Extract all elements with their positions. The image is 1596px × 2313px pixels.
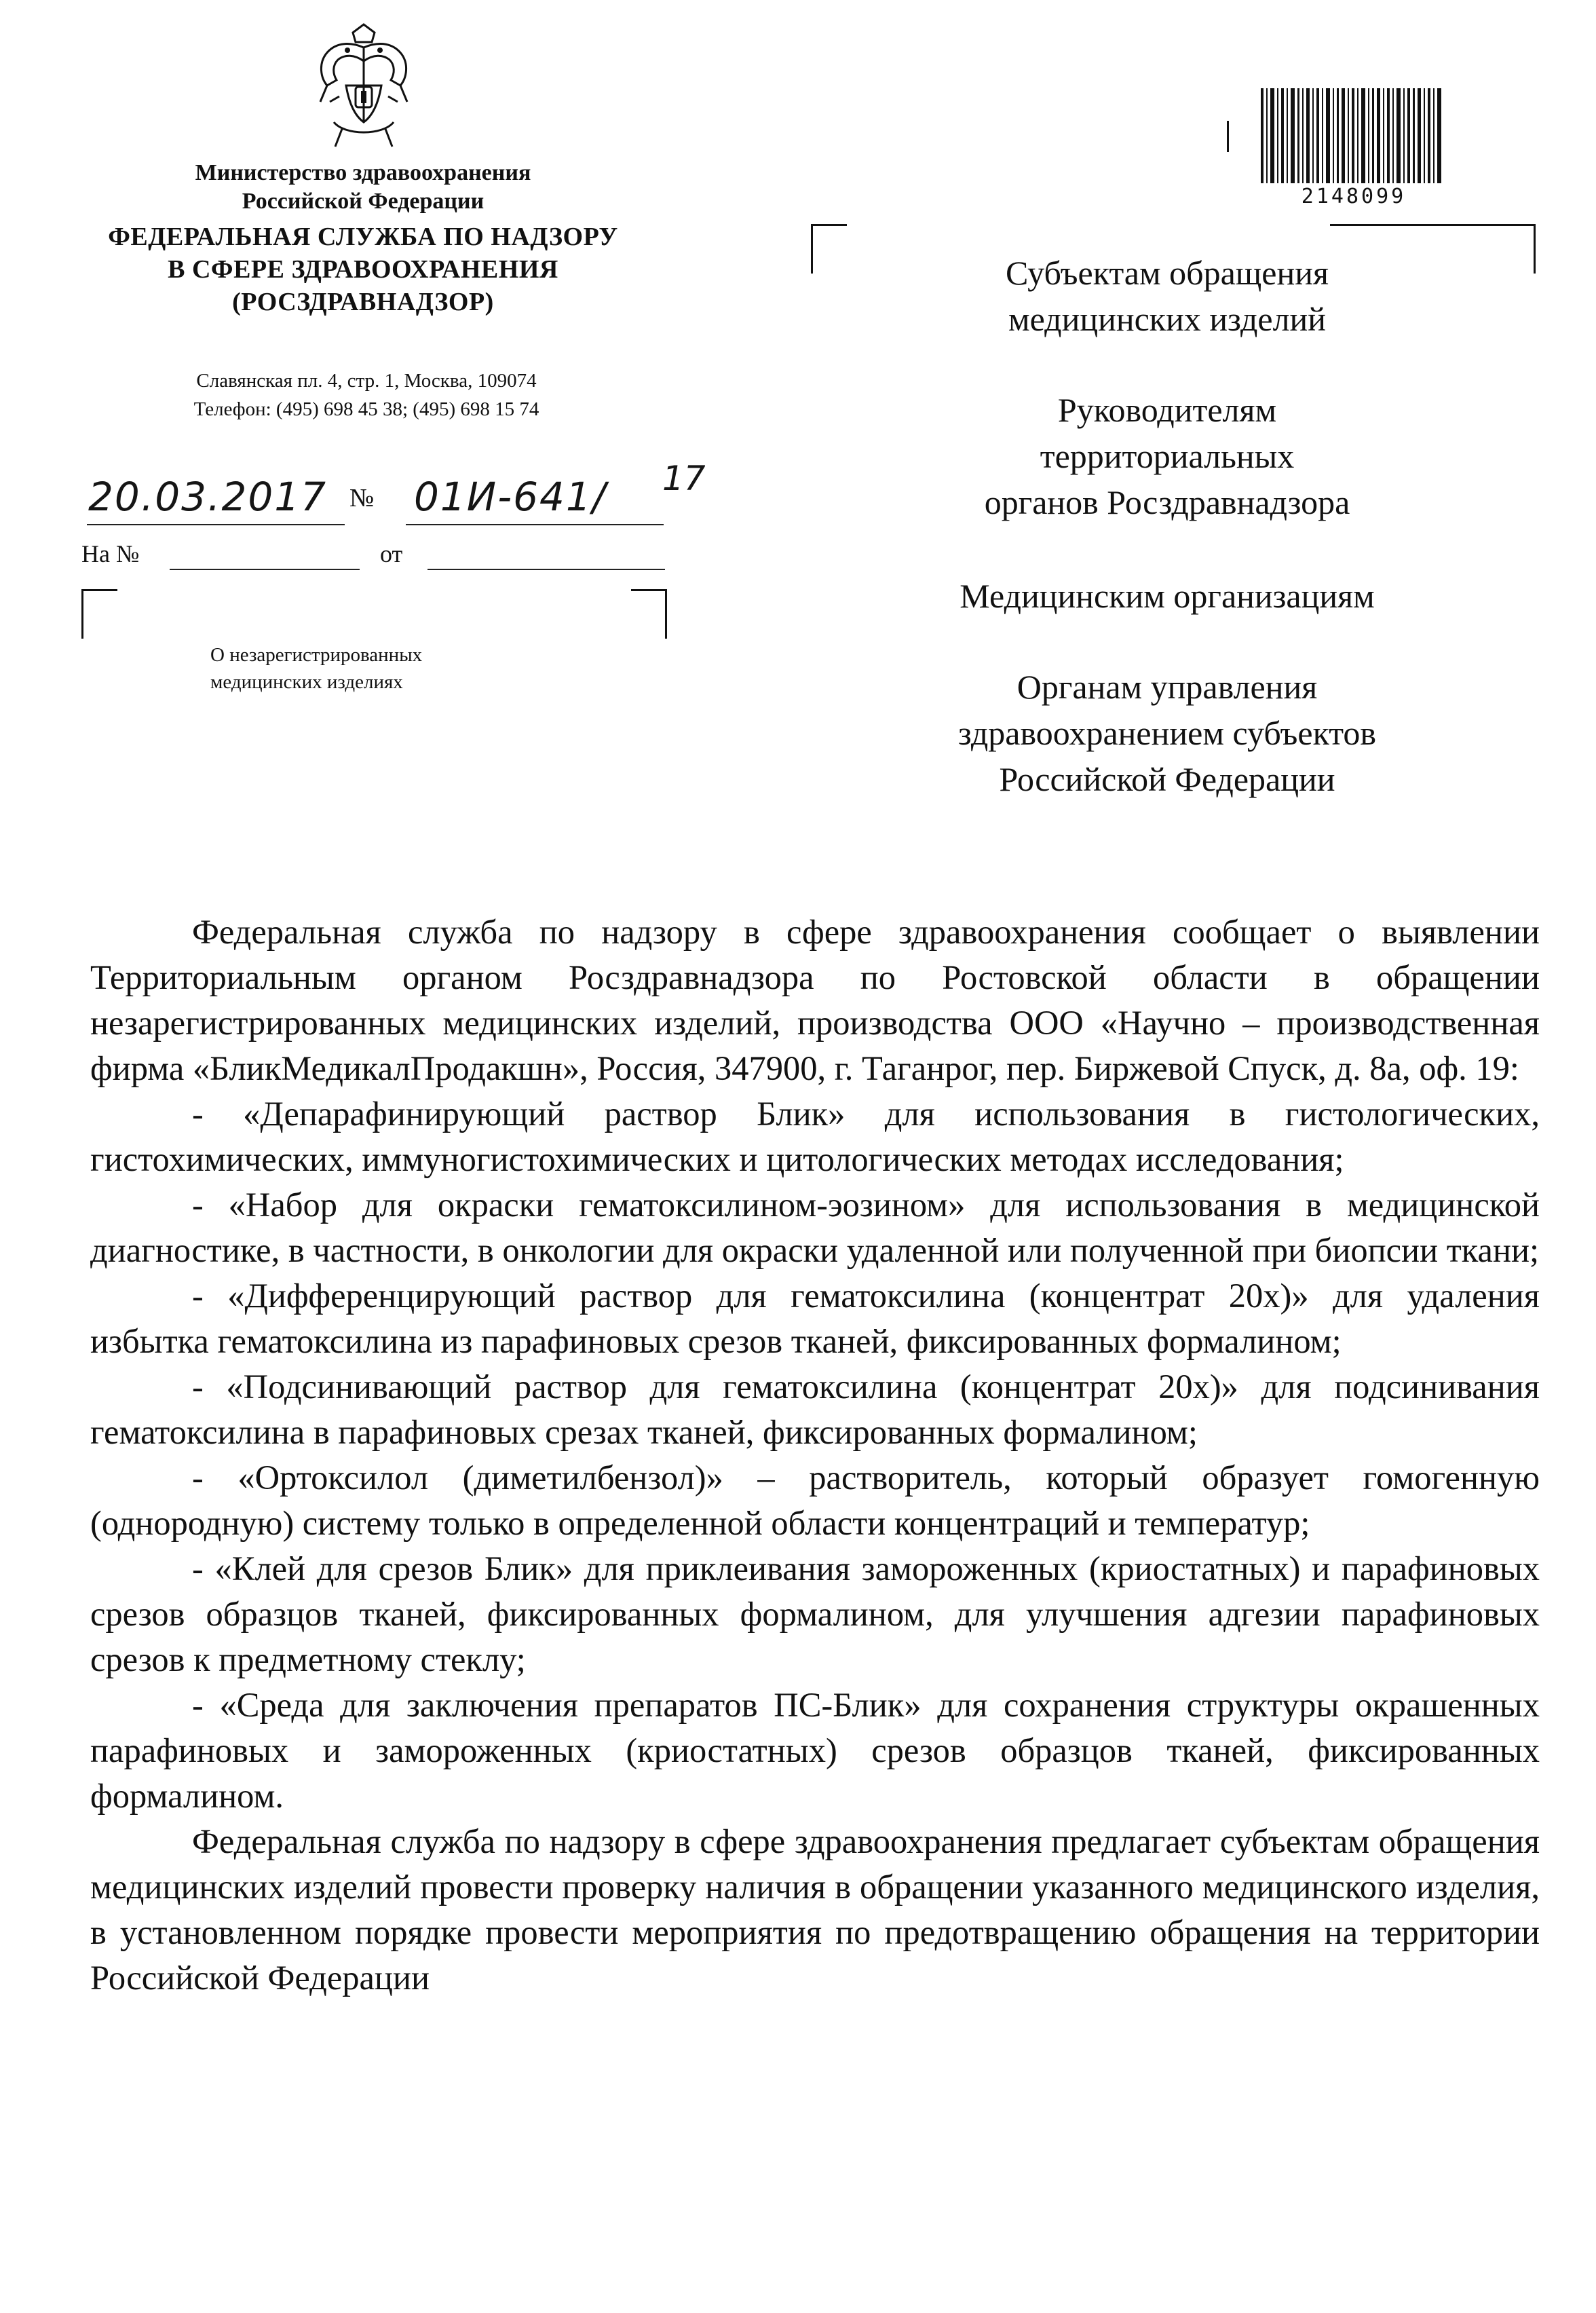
coat-of-arms-emblem-icon bbox=[307, 20, 421, 153]
list-item: - «Ортоксилол (диметилбензол)» – растворитель, который образует гомогенную (однородную) систему только в определенной области концентраций и температур; bbox=[90, 1459, 1540, 1542]
addressee-2-line-2: территориальных bbox=[1040, 437, 1295, 475]
ministry-line-2: Российской Федерации bbox=[242, 189, 484, 214]
list-item: - «Среда для заключения препаратов ПС-Блик» для сохранения структуры окрашенных парафиновых и замороженных (криостатных) срезов образцов тканей, фиксированных формалином. bbox=[90, 1686, 1540, 1815]
addressee-2-line-1: Руководителям bbox=[1057, 391, 1277, 429]
subject-line-1: О незарегистрированных bbox=[210, 644, 423, 666]
addressee-1-line-2: медицинских изделий bbox=[1008, 300, 1327, 338]
ministry-name bbox=[115, 159, 611, 216]
subject-bracket-left bbox=[81, 589, 117, 639]
registration-date: 20.03.2017 bbox=[88, 474, 328, 520]
reference-from-label: от bbox=[380, 540, 403, 567]
addressee-block bbox=[862, 387, 1472, 525]
addressee-block bbox=[862, 573, 1472, 619]
list-item: - «Дифференцирующий раствор для гематоксилина (концентрат 20х)» для удаления избытка гематоксилина из парафиновых срезов тканей, фиксированных формалином; bbox=[90, 1277, 1540, 1360]
registration-number-suffix: 17 bbox=[662, 459, 706, 498]
addressee-4-line-2: здравоохранением субъектов bbox=[957, 714, 1377, 752]
service-name bbox=[75, 221, 651, 318]
list-item: - «Подсинивающий раствор для гематоксилина (концентрат 20х)» для подсинивания гематоксилина в парафиновых срезах тканей, фиксированных формалином; bbox=[90, 1368, 1540, 1451]
address-line-1: Славянская пл. 4, стр. 1, Москва, 109074 bbox=[196, 370, 537, 392]
letterhead-address bbox=[109, 366, 624, 424]
list-item: - «Набор для окраски гематоксилином-эозином» для использования в медицинской диагностике, в частности, в онкологии для окраски удаленной или полученной при биопсии ткани; bbox=[90, 1186, 1540, 1269]
subject-line-2: медицинских изделиях bbox=[210, 671, 403, 693]
addressee-block bbox=[862, 664, 1472, 802]
addressee-4-line-1: Органам управления bbox=[1016, 668, 1318, 706]
ministry-line-1: Министерство здравоохранения bbox=[195, 160, 531, 185]
reference-number-label: На № bbox=[81, 540, 140, 567]
service-line-2: В СФЕРЕ ЗДРАВООХРАНЕНИЯ bbox=[168, 255, 558, 284]
body-closing-paragraph: Федеральная служба по надзору в сфере здравоохранения предлагает субъектам обращения медицинских изделий провести проверку наличия в обращении указанного медицинского изделия, в установленном порядке провести мероприятия по предотвращению обращения на территории Российской Федерации bbox=[90, 1822, 1540, 1997]
number-underline bbox=[406, 524, 664, 525]
letter-body bbox=[90, 909, 1540, 2001]
list-item: - «Клей для срезов Блик» для приклеивания замороженных (криостатных) и парафиновых срезов образцов тканей, фиксированных формалином, для улучшения адгезии парафиновых срезов к предметному стеклу; bbox=[90, 1549, 1540, 1678]
reference-number-underline bbox=[170, 569, 360, 570]
list-item: - «Депарафинирующий раствор Блик» для использования в гистологических, гистохимических, иммуногистохимических и цитологических методах исследования; bbox=[90, 1095, 1540, 1178]
addressee-3-line-1: Медицинским организациям bbox=[960, 577, 1375, 615]
reference-date-underline bbox=[428, 569, 665, 570]
barcode-tick bbox=[1227, 121, 1229, 152]
date-underline bbox=[87, 524, 345, 525]
barcode-icon bbox=[1261, 88, 1444, 183]
addressee-1-line-1: Субъектам обращения bbox=[1006, 254, 1329, 292]
address-line-2: Телефон: (495) 698 45 38; (495) 698 15 74 bbox=[193, 398, 539, 420]
body-intro-paragraph: Федеральная служба по надзору в сфере здравоохранения сообщает о выявлении Территориальным органом Росздравнадзора по Ростовской области в обращении незарегистрированных медицинских изделий, производства ООО «Научно – производственная фирма «БликМедикалПродакшн», Россия, 347900, г. Таганрог, пер. Биржевой Спуск, д. 8а, оф. 19: bbox=[90, 913, 1540, 1087]
service-line-3: (РОСЗДРАВНАДЗОР) bbox=[232, 288, 494, 316]
addressee-bracket-left bbox=[811, 224, 847, 274]
registration-number-label: № bbox=[349, 484, 375, 512]
letter-subject bbox=[210, 641, 577, 696]
addressee-4-line-3: Российской Федерации bbox=[999, 760, 1335, 798]
addressee-2-line-3: органов Росздравнадзора bbox=[984, 483, 1350, 521]
service-line-1: ФЕДЕРАЛЬНАЯ СЛУЖБА ПО НАДЗОРУ bbox=[108, 223, 618, 251]
addressee-block bbox=[862, 250, 1472, 342]
subject-bracket-right bbox=[631, 589, 667, 639]
registration-number: 01И-641/ bbox=[414, 474, 607, 520]
barcode-number: 2148099 bbox=[1301, 185, 1407, 208]
